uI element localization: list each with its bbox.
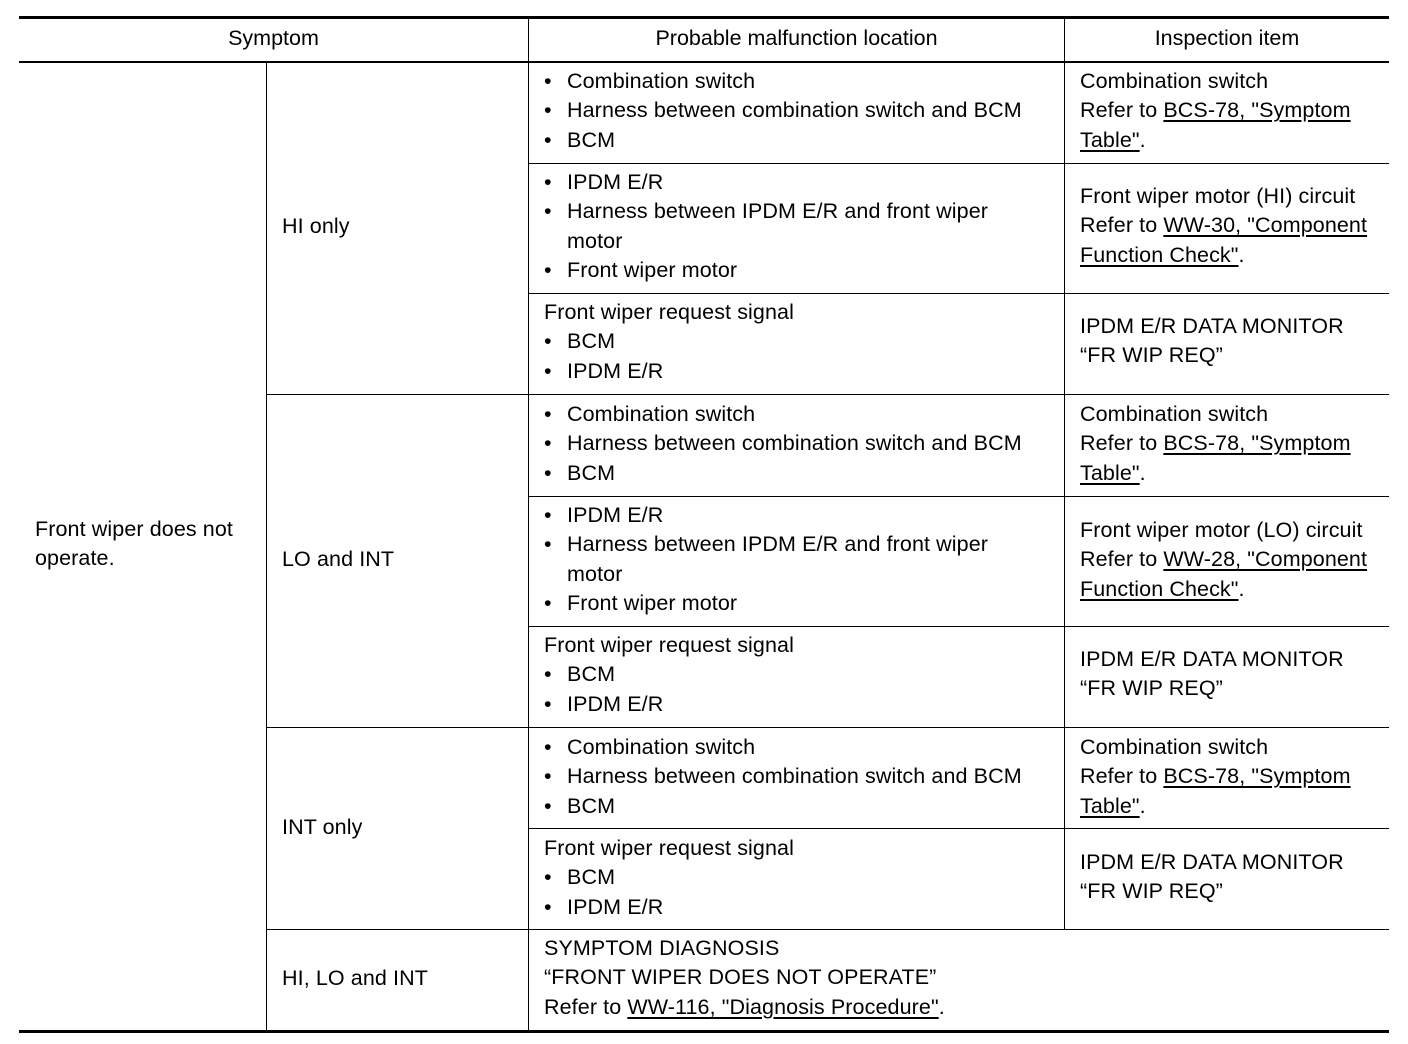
row-rule — [528, 163, 1389, 164]
location-request: Front wiper request signal • BCM • IPDM E/R — [544, 834, 1062, 922]
inspection-switch: Combination switch Refer to BCS-78, "Symptom Table". — [1080, 402, 1351, 485]
inspection-monitor: IPDM E/R DATA MONITOR “FR WIP REQ” — [1080, 314, 1344, 368]
row-rule — [528, 496, 1389, 497]
location-switch — [544, 400, 1062, 488]
header-inspection: Inspection item — [1154, 26, 1300, 50]
link-ww-30[interactable]: WW-30, "Component Function Check" — [1080, 213, 1368, 267]
column-divider — [528, 18, 529, 1031]
list-item: • Combination switch — [544, 735, 756, 759]
list-item: • BCM — [544, 329, 616, 354]
row-rule — [528, 293, 1389, 294]
column-divider — [266, 62, 267, 1031]
list-item: • BCM — [544, 793, 616, 818]
list-item: • Front wiper motor — [544, 590, 738, 615]
inspection-switch: Combination switch Refer to BCS-78, "Symptom Table". — [1080, 735, 1351, 818]
mode-all: HI, LO and INT — [282, 966, 428, 990]
list-item: • BCM — [544, 865, 616, 890]
row-rule — [528, 626, 1389, 627]
list-item: • Harness between combination switch and BCM — [544, 98, 1022, 123]
list-item: • IPDM E/R — [544, 503, 664, 527]
list-item: • IPDM E/R — [544, 358, 664, 383]
group-rule — [266, 394, 1389, 395]
list-item: • BCM — [544, 460, 616, 485]
list-item: • IPDM E/R — [544, 691, 664, 716]
inspection-lo-circuit: Front wiper motor (LO) circuit Refer to WW-28, "Component Function Check". — [1080, 518, 1368, 601]
inspection-monitor: IPDM E/R DATA MONITOR “FR WIP REQ” — [1080, 647, 1344, 701]
header-symptom: Symptom — [228, 26, 319, 50]
list-item: • IPDM E/R — [544, 894, 664, 919]
list-item: • IPDM E/R — [544, 170, 664, 194]
list-item: • Harness between IPDM E/R and front wiper motor — [544, 199, 989, 253]
inspection-hi-circuit: Front wiper motor (HI) circuit Refer to WW-30, "Component Function Check". — [1080, 184, 1368, 267]
list-item: • Front wiper motor — [544, 257, 738, 282]
location-motor — [544, 168, 1042, 285]
mode-hi-only: HI only — [282, 214, 350, 238]
link-bcs-78[interactable]: BCS-78, "Symptom Table" — [1080, 431, 1351, 485]
table-bottom-rule — [19, 1030, 1389, 1033]
location-motor — [544, 501, 1042, 618]
link-ww-116[interactable]: WW-116, "Diagnosis Procedure" — [627, 994, 939, 1019]
symptom-cell: Front wiper does not operate. — [35, 517, 233, 571]
group-rule — [266, 727, 1389, 728]
list-item: • BCM — [544, 127, 616, 152]
symptom-table — [19, 16, 1389, 1033]
list-item: • Harness between combination switch and BCM — [544, 764, 1022, 789]
link-bcs-78[interactable]: BCS-78, "Symptom Table" — [1080, 764, 1351, 818]
location-request: Front wiper request signal • BCM • IPDM E/R — [544, 298, 1062, 386]
link-ww-28[interactable]: WW-28, "Component Function Check" — [1080, 547, 1368, 601]
group-rule — [266, 929, 1389, 930]
mode-int-only: INT only — [282, 815, 363, 839]
mode-lo-and-int: LO and INT — [282, 547, 395, 571]
location-switch — [544, 67, 1062, 155]
link-bcs-78[interactable]: BCS-78, "Symptom Table" — [1080, 98, 1351, 152]
list-item: • Combination switch — [544, 69, 756, 93]
inspection-switch: Combination switch Refer to BCS-78, "Symptom Table". — [1080, 69, 1351, 152]
column-divider — [1064, 18, 1065, 930]
list-item: • Harness between combination switch and BCM — [544, 431, 1022, 456]
inspection-monitor: IPDM E/R DATA MONITOR “FR WIP REQ” — [1080, 850, 1344, 904]
list-item: • Combination switch — [544, 402, 756, 426]
list-item: • Harness between IPDM E/R and front wiper motor — [544, 532, 989, 586]
header-location: Probable malfunction location — [655, 26, 938, 50]
location-switch — [544, 733, 1062, 821]
list-item: • BCM — [544, 662, 616, 687]
location-request: Front wiper request signal • BCM • IPDM E/R — [544, 631, 1062, 719]
table-top-rule — [19, 16, 1389, 19]
diagnosis-cell: SYMPTOM DIAGNOSIS “FRONT WIPER DOES NOT OPERATE” Refer to WW-116, "Diagnosis Procedure". — [544, 936, 945, 1019]
row-rule — [528, 828, 1389, 829]
header-rule — [19, 61, 1389, 63]
